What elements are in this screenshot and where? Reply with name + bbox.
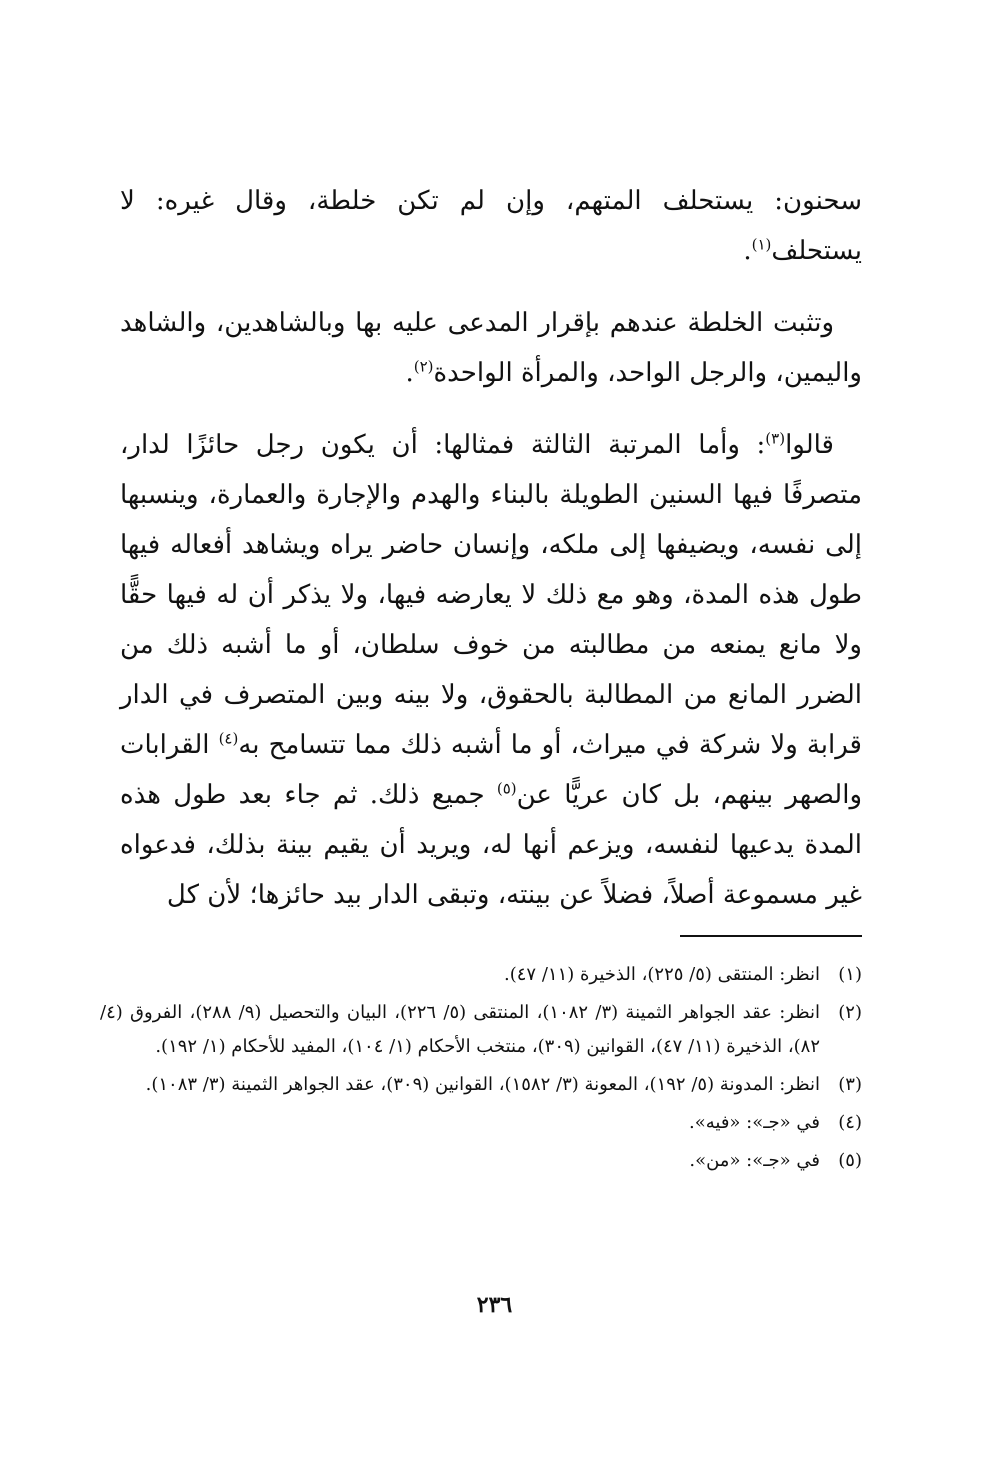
footnote-5-text: في «جـ»: «من».	[689, 1150, 820, 1171]
footnote-separator	[680, 935, 862, 937]
footnote-4-text: في «جـ»: «فيه».	[689, 1112, 820, 1133]
footnote-1-text: انظر: المنتقى (٥/ ٢٢٥)، الذخيرة (١١/ ٤٧).	[504, 964, 820, 985]
paragraph-3-segment-1: : وأما المرتبة الثالثة فمثالها: أن يكون رجل حائزًا لدار، متصرفًا فيها السنين الطويلة بالبناء والهدم والإجارة والعمارة، وينسبها إلى نفسه، ويضيفها إلى ملكه، وإنسان حاضر يراه ويشاهد أفعاله فيها طول هذه المدة، وهو مع ذلك لا يعارضه فيها، ولا يذكر أن له فيها حقًّا ولا مانع يمنعه من مطالبته من خوف سلطان، أو ما أشبه ذلك من الضرر المانع من المطالبة بالحقوق، ولا بينه وبين المتصرف في الدار قرابة ولا شركة في ميراث، أو ما أشبه ذلك مما تتسامح به	[120, 430, 863, 760]
main-text	[120, 176, 862, 942]
footnote-ref-2: (٢)	[413, 357, 434, 376]
footnote-ref-5: (٥)	[496, 779, 517, 798]
paragraph-1-end: .	[743, 236, 752, 266]
paragraph-1-text: سحنون: يستحلف المتهم، وإن لم تكن خلطة، وقال غيره: لا يستحلف	[120, 186, 862, 266]
footnote-4-number: (٤)	[838, 1112, 862, 1133]
paragraph-2-text: وتثبت الخلطة عندهم بإقرار المدعى عليه بها وبالشاهدين، والشاهد واليمين، والرجل الواحد، والمرأة الواحدة	[120, 308, 862, 388]
footnote-3-text: انظر: المدونة (٥/ ١٩٢)، المعونة (٣/ ١٥٨٢)، القوانين (٣٠٩)، عقد الجواهر الثمينة (٣/ ١٠٨٣).	[145, 1074, 820, 1095]
footnote-ref-3: (٣)	[765, 429, 786, 448]
paragraph-2-end: .	[405, 358, 414, 388]
footnote-2	[100, 996, 862, 1064]
footnote-2-text: انظر: عقد الجواهر الثمينة (٣/ ١٠٨٢)، المنتقى (٥/ ٢٢٦)، البيان والتحصيل (٩/ ٢٨٨)، الفروق (٤/ ٨٢)، الذخيرة (١١/ ٤٧)، القوانين (٣٠٩)، منتخب الأحكام (١/ ١٠٤)، المفيد للأحكام (١/ ١٩٢).	[100, 1002, 821, 1057]
footnote-ref-4: (٤)	[218, 729, 239, 748]
footnote-4	[100, 1106, 862, 1140]
footnote-5-number: (٥)	[838, 1150, 862, 1171]
paragraph-3-segment-3: جميع ذلك. ثم جاء بعد طول هذه المدة يدعيها لنفسه، ويزعم أنها له، ويريد أن يقيم بينة بذلك، فدعواه غير مسموعة أصلاً، فضلاً عن بينته، وتبقى الدار بيد حائزها؛ لأن كل	[120, 780, 862, 910]
page-number: ٢٣٦	[476, 1292, 513, 1318]
paragraph-3-head: قالوا	[785, 430, 834, 460]
footnote-1	[100, 958, 862, 992]
footnote-1-number: (١)	[838, 964, 862, 985]
paragraph-2	[120, 298, 862, 398]
footnote-3-number: (٣)	[838, 1074, 862, 1095]
footnote-ref-1: (١)	[751, 235, 772, 254]
footnote-2-number: (٢)	[838, 1002, 862, 1023]
paragraph-3-segment-2: القرابات والصهر بينهم، بل كان عريًّا عن	[120, 730, 862, 810]
paragraph-3	[120, 420, 862, 920]
footnote-5	[100, 1144, 862, 1178]
footnotes	[100, 958, 862, 1182]
paragraph-1	[120, 176, 862, 276]
footnote-3	[100, 1068, 862, 1102]
